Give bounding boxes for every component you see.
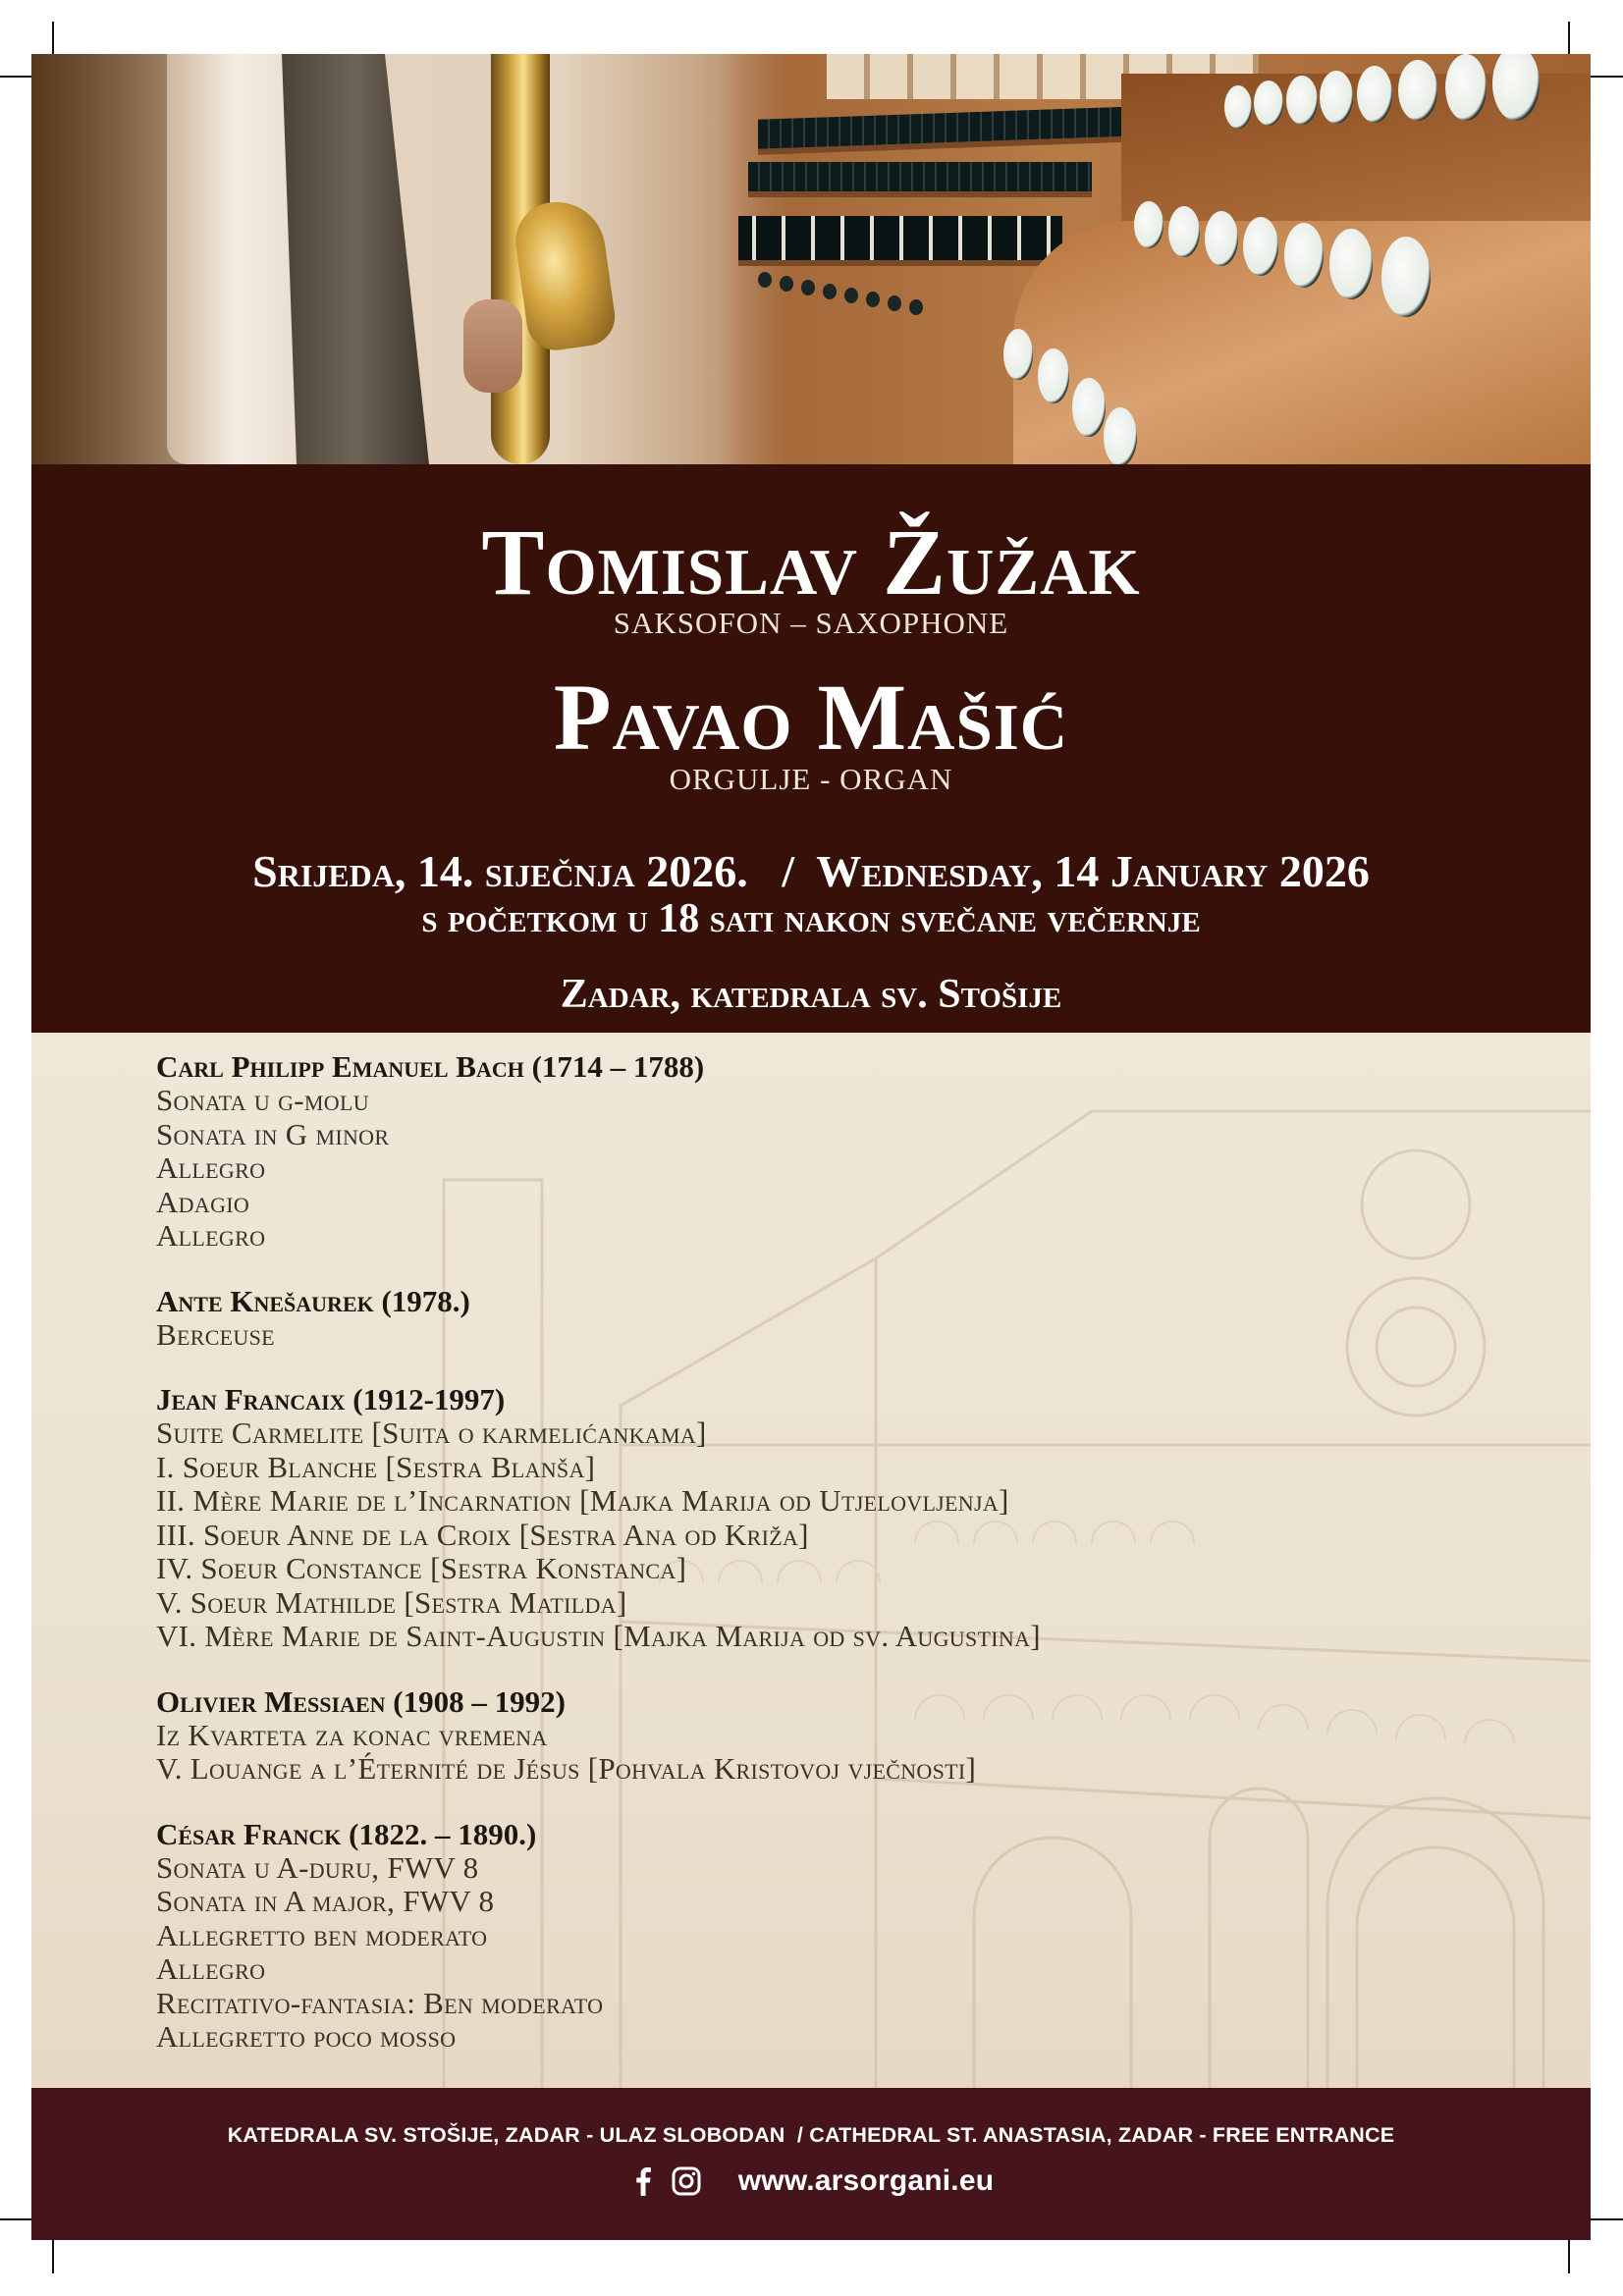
work-movement: V. Soeur Mathilde [Sestra Matilda] <box>156 1584 627 1620</box>
website-link[interactable]: www.arsorgani.eu <box>737 2164 995 2197</box>
piston-icon <box>909 299 923 315</box>
title-band <box>31 464 1591 1033</box>
organ-stop-icon <box>1445 54 1487 121</box>
organ-stop-icon <box>1205 211 1238 266</box>
work-movement: V. Louange a l’Éternité de Jésus [Pohvala Kristovoj vječnosti] <box>156 1751 977 1786</box>
event-venue: Zadar, katedrala sv. Stošije <box>560 972 1062 1017</box>
organ-stop-icon <box>1038 348 1069 403</box>
crop-mark <box>1586 2218 1623 2220</box>
piston-icon <box>844 288 858 303</box>
composer-name: Olivier Messiaen (1908 – 1992) <box>156 1683 566 1719</box>
organ-stop-icon <box>1104 407 1137 464</box>
organ-stop-icon <box>1134 201 1163 248</box>
work-movement: Adagio <box>156 1184 250 1219</box>
work-movement: Recitativo-fantasia: Ben moderato <box>156 1985 604 2020</box>
crop-mark <box>1568 2234 1570 2273</box>
work-movement: Allegro <box>156 1951 266 1986</box>
program-list <box>156 1050 1041 2086</box>
composer-name: César Franck (1822. – 1890.) <box>156 1816 537 1851</box>
organ-stop-icon <box>1286 76 1318 125</box>
work-movement: VI. Mère Marie de Saint-Augustin [Majka Marija od sv. Augustina] <box>156 1619 1041 1653</box>
organ-stop-icon <box>1168 206 1200 257</box>
work-movement: Allegro <box>156 1218 266 1253</box>
organ-stop-icon <box>1003 329 1033 380</box>
piston-icon <box>823 284 837 299</box>
concert-poster <box>31 54 1591 2240</box>
work-title: Suite Carmelite [Suita o karmelićankama] <box>156 1415 707 1450</box>
footer-band <box>31 2088 1591 2240</box>
work-movement: III. Soeur Anne de la Croix [Sestra Ana od Križa] <box>156 1517 809 1552</box>
piston-icon <box>780 276 793 292</box>
piston-icon <box>866 292 880 307</box>
organ-stop-icon <box>1398 60 1437 121</box>
organ-stop-icon <box>1329 229 1373 299</box>
piston-icon <box>888 295 901 311</box>
work-movement: II. Mère Marie de l’Incarnation [Majka Marija od Utjelovljenja] <box>156 1483 1009 1518</box>
program-item <box>156 1285 1041 1353</box>
piston-icon <box>758 272 772 288</box>
footer-links <box>31 2164 1591 2198</box>
event-time: s početkom u 18 sati nakon svečane večernje <box>421 896 1201 941</box>
organ-manual-shape <box>738 216 1062 260</box>
performer-instrument: ORGULJE - ORGAN <box>669 762 953 796</box>
work-movement: IV. Soeur Constance [Sestra Konstanca] <box>156 1551 687 1585</box>
program-item <box>156 1383 1041 1654</box>
organ-stop-icon <box>1320 71 1353 124</box>
composer-name: Jean Francaix (1912-1997) <box>156 1382 506 1416</box>
composer-name: Ante Knešaurek (1978.) <box>156 1283 470 1318</box>
work-title: Sonata in G minor <box>156 1116 390 1151</box>
organ-stop-icon <box>1072 378 1106 437</box>
facebook-icon[interactable] <box>628 2165 658 2197</box>
venue-entrance-info: KATEDRALA SV. STOŠIJE, ZADAR - ULAZ SLOBODAN / CATHEDRAL ST. ANASTASIA, ZADAR - FREE ENTRANCE <box>227 2123 1395 2147</box>
crop-mark <box>1586 76 1623 78</box>
work-title: Sonata u g-molu <box>156 1083 369 1117</box>
program-item <box>156 1050 1041 1254</box>
program-section <box>31 1033 1591 2088</box>
hand-shape <box>463 299 522 393</box>
work-movement: Allegro <box>156 1150 266 1185</box>
work-title: Iz Kvarteta za konac vremena <box>156 1717 548 1752</box>
organ-stop-icon <box>1224 85 1252 129</box>
work-title: Sonata u A-duru, FWV 8 <box>156 1849 479 1885</box>
performer-instrument: SAKSOFON – SAXOPHONE <box>613 606 1009 640</box>
organ-stop-icon <box>1381 237 1431 317</box>
organ-manual-shape <box>748 162 1092 191</box>
instagram-icon[interactable] <box>672 2165 701 2197</box>
work-movement: Allegretto poco mosso <box>156 2019 457 2054</box>
event-date: Srijeda, 14. siječnja 2026. / Wednesday, 14 January 2026 <box>252 846 1370 896</box>
organ-stop-icon <box>1284 223 1324 288</box>
hero-photo-saxophone-organ <box>31 54 1591 464</box>
work-movement: Allegretto ben moderato <box>156 1917 488 1952</box>
organ-stop-icon <box>1254 80 1283 126</box>
program-item <box>156 1685 1041 1787</box>
work-title: Sonata in A major, FWV 8 <box>156 1884 495 1918</box>
performer-name: Tomislav Žužak <box>481 509 1141 614</box>
organ-stop-icon <box>1243 217 1278 276</box>
work-title: Berceuse <box>156 1316 275 1352</box>
work-movement: I. Soeur Blanche [Sestra Blanša] <box>156 1449 596 1484</box>
piston-icon <box>801 280 815 295</box>
program-item <box>156 1818 1041 2055</box>
composer-name: Carl Philipp Emanuel Bach (1714 – 1788) <box>156 1049 705 1084</box>
crop-mark <box>52 2234 54 2273</box>
performer-name: Pavao Mašić <box>553 665 1069 770</box>
organ-stop-icon <box>1357 66 1392 123</box>
